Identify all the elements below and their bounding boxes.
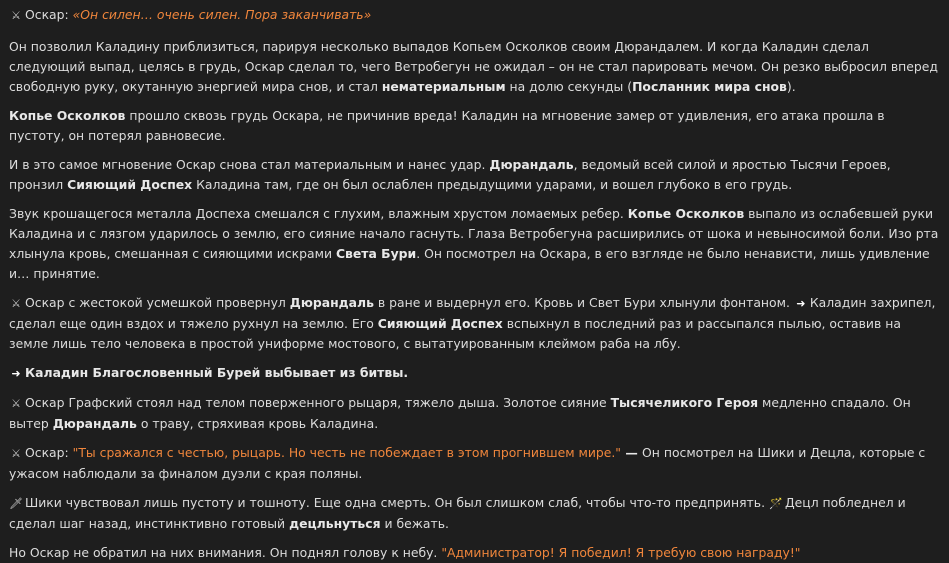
narration-paragraph bbox=[9, 393, 941, 434]
crossed-swords-icon: ⚔ bbox=[11, 9, 21, 22]
crossed-swords-icon: ⚔ bbox=[11, 297, 21, 310]
narration-paragraph bbox=[9, 37, 941, 97]
narration-paragraph bbox=[9, 293, 941, 354]
narration-paragraph bbox=[9, 493, 941, 534]
bold-term: Сияющий Доспех bbox=[377, 316, 503, 331]
narration-paragraph bbox=[9, 106, 941, 146]
text-span: в ране и выдернул его. Кровь и Свет Бури хлынули фонтаном. bbox=[373, 295, 794, 310]
text-span: Оскар Графский стоял над телом поверженного рыцаря, тяжело дыша. Золотое сияние bbox=[25, 395, 611, 410]
bold-term: Копье Осколков bbox=[9, 108, 126, 123]
text-span: вспыхнул в последний раз и рассыпался пылью, оставив на земле лишь тело человека в простой униформе мостового, с вытатуированным клеймом раба на лбу. bbox=[9, 316, 901, 351]
speech-quote: "Ты сражался с честью, рыцарь. Но честь не побеждает в этом прогнившем мире." bbox=[72, 445, 622, 460]
text-span: Децл побледнел и сделал шаг назад, инстинктивно готовый bbox=[9, 495, 906, 531]
speaker-label: Оскар: bbox=[25, 445, 69, 460]
bold-term: Дюрандаль bbox=[489, 157, 574, 172]
text-span: Он позволил Каладину приблизиться, парируя несколько выпадов Копьем Осколков своим Дюрандалем. И когда Каладин сделал следующий выпад, целясь в грудь, Оскар сделал то, чего Ветробегун не ожидал – он не стал парировать мечом. Он резко выбросил вперед свободную руку, окутанную энергией мира снов, и стал bbox=[9, 39, 938, 94]
em-dash: — bbox=[621, 445, 643, 460]
message-oscar-speech bbox=[9, 443, 941, 484]
bold-term: Тысячеликого Героя bbox=[610, 395, 759, 410]
text-span: ). bbox=[786, 79, 796, 94]
speaker-label: Оскар: bbox=[25, 7, 69, 22]
thought-quote: «Он силен… очень силен. Пора заканчивать» bbox=[72, 7, 372, 22]
bold-term: Каладин Благословенный Бурей выбывает из битвы. bbox=[25, 365, 409, 380]
bold-term: децльнуться bbox=[289, 516, 381, 531]
narration-paragraph bbox=[9, 543, 941, 563]
exit-arrow-icon: ➜ bbox=[796, 297, 806, 310]
text-span: Оскар с жестокой усмешкой провернул bbox=[25, 295, 290, 310]
text-span: , ведомый всей силой и яростью Тысячи Героев, пронзил bbox=[9, 157, 891, 192]
text-span: на долю секунды ( bbox=[505, 79, 633, 94]
crossed-swords-icon: ⚔ bbox=[11, 447, 21, 460]
wand-icon: 🪄 bbox=[769, 497, 783, 510]
message-oscar-thought bbox=[9, 5, 941, 26]
text-span: Он посмотрел на Шики и Децла, которые с ужасом наблюдали за финалом дуэли с края поляны. bbox=[9, 445, 926, 481]
text-span: И в это самое мгновение Оскар снова стал материальным и нанес удар. bbox=[9, 157, 490, 172]
crossed-swords-icon: ⚔ bbox=[11, 397, 21, 410]
speech-quote: "Администратор! Я победил! Я требую свою награду!" bbox=[441, 545, 801, 560]
bold-term: нематериальным bbox=[381, 79, 506, 94]
text-span: выпало из ослабевшей руки Каладина и с лязгом ударилось о землю, его сияние начало гаснуть. Глаза Ветробегуна расширились от шока и невыносимой боли. Изо рта хлынула кровь, смешанная с сияющими искрами bbox=[9, 206, 939, 261]
text-span: медленно спадало. Он вытер bbox=[9, 395, 911, 431]
text-span: Каладин захрипел, сделал еще один вздох и тяжело рухнул на землю. Его bbox=[9, 295, 936, 331]
text-span: Каладина там, где он был ослаблен предыдущими ударами, и вошел глубоко в его грудь. bbox=[192, 177, 793, 192]
bold-term: Посланник мира снов bbox=[632, 79, 787, 94]
exit-arrow-icon: ➜ bbox=[11, 367, 21, 380]
text-span: и бежать. bbox=[380, 516, 449, 531]
text-span: Но Оскар не обратил на них внимания. Он поднял голову к небу. bbox=[9, 545, 442, 560]
bold-term: Сияющий Доспех bbox=[67, 177, 193, 192]
narration-paragraph bbox=[9, 204, 941, 284]
text-span: Шики чувствовал лишь пустоту и тошноту. Еще одна смерть. Он был слишком слаб, чтобы что-то предпринять. bbox=[25, 495, 769, 510]
dagger-icon: 🗡 bbox=[9, 497, 23, 510]
narration-paragraph bbox=[9, 155, 941, 195]
text-span: о траву, стряхивая кровь Каладина. bbox=[136, 416, 379, 431]
bold-term: Копье Осколков bbox=[627, 206, 745, 221]
elimination-notice bbox=[9, 363, 941, 384]
text-span: прошло сквозь грудь Оскара, не причинив вреда! Каладин на мгновение замер от удивления, его атака прошла в пустоту, он потерял равновесие. bbox=[9, 108, 885, 143]
text-span: . Он посмотрел на Оскара, в его взгляде не было ненависти, лишь удивление и… принятие. bbox=[9, 246, 930, 281]
text-span: Звук крошащегося металла Доспеха смешался с глухим, влажным хрустом ломаемых ребер. bbox=[9, 206, 628, 221]
bold-term: Дюрандаль bbox=[52, 416, 137, 431]
bold-term: Дюрандаль bbox=[289, 295, 374, 310]
bold-term: Света Бури bbox=[335, 246, 417, 261]
